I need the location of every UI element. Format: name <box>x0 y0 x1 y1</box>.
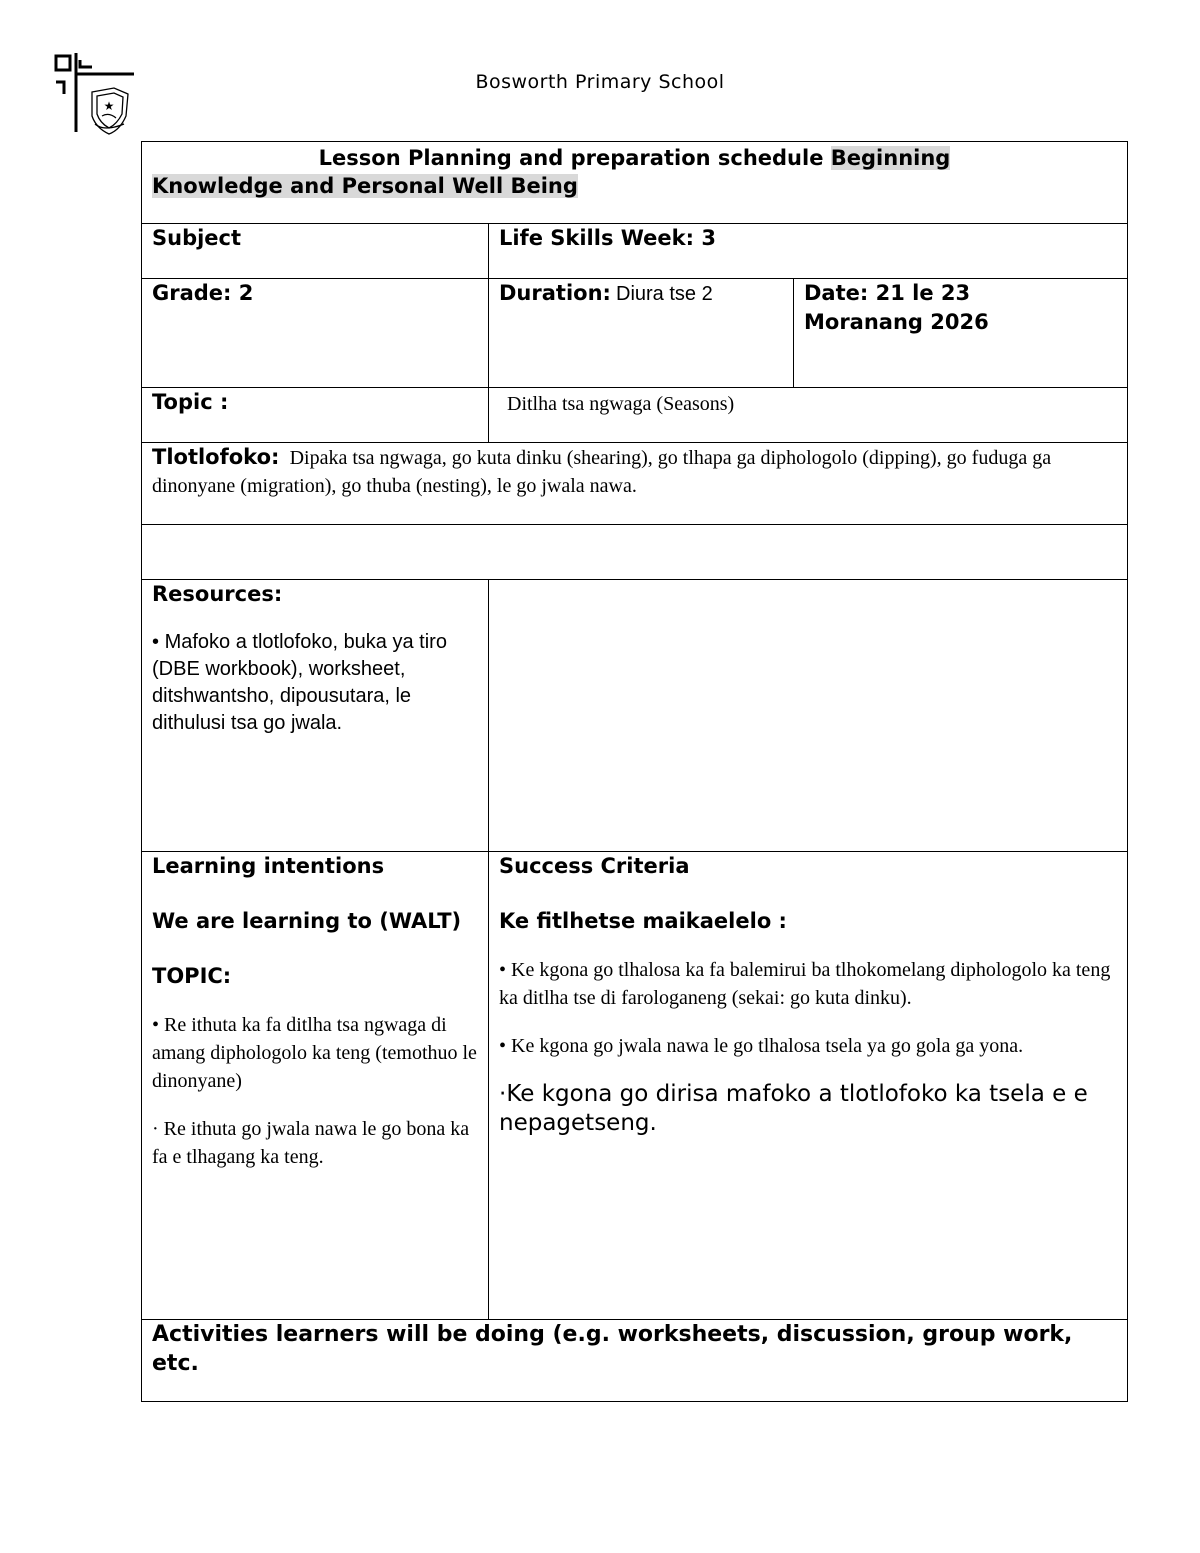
success-criteria-item: ·Ke kgona go dirisa mafoko a tlotlofoko ka tsela e e nepagetseng. <box>499 1081 1088 1136</box>
bullet-icon: • <box>499 959 507 981</box>
date-line-1: Date: 21 le 23 <box>804 281 971 305</box>
subject-value: Life Skills Week: 3 <box>489 224 1128 279</box>
learning-intentions-cell <box>142 852 489 1320</box>
bullet-icon: • <box>152 1014 160 1036</box>
subject-label: Subject <box>142 224 489 279</box>
plan-title-highlight-2: Knowledge and Personal Well Being <box>152 174 578 198</box>
date-line-2: Moranang 2026 <box>804 310 989 334</box>
svg-text:★: ★ <box>103 99 115 113</box>
vocabulary-value: Dipaka tsa ngwaga, go kuta dinku (shearing), go tlhapa ga diphologolo (dipping), go fuduga ga dinonyane (migration), go thuba (nesting), le go jwala nawa. <box>152 447 1052 497</box>
learning-intentions-heading: Learning intentions <box>152 854 385 878</box>
school-logo-icon <box>52 50 136 136</box>
resources-cell <box>142 580 489 852</box>
walt-heading: We are learning to (WALT) <box>152 909 462 933</box>
topic-label: Topic : <box>142 388 489 443</box>
topic-heading: TOPIC: <box>152 964 232 988</box>
learning-intention-item: · Re ithuta go jwala nawa le go bona ka fa e tlhagang ka teng. <box>152 1118 470 1168</box>
lesson-plan-table <box>141 141 1128 1402</box>
bullet-icon: · <box>499 1081 507 1107</box>
bullet-icon: · <box>152 1118 159 1140</box>
success-criteria-item: • Ke kgona go jwala nawa le go tlhalosa tsela ya go gola ga yona. <box>499 1035 1024 1057</box>
grade-cell: Grade: 2 <box>142 279 489 388</box>
plan-title-highlight-1: Beginning <box>830 146 951 170</box>
plan-title <box>142 142 1128 224</box>
duration-label: Duration: <box>499 281 611 305</box>
date-cell <box>794 279 1128 388</box>
learning-intention-item: • Re ithuta ka fa ditlha tsa ngwaga di amang diphologolo ka teng (temothuo le dinonyane) <box>152 1014 477 1092</box>
plan-title-text: Lesson Planning and preparation schedule <box>318 146 824 170</box>
empty-row <box>142 525 1128 580</box>
vocabulary-cell <box>142 443 1128 525</box>
bullet-icon: • <box>499 1035 507 1057</box>
duration-value: Diura tse 2 <box>616 283 713 305</box>
success-criteria-cell <box>489 852 1128 1320</box>
success-criteria-subheading: Ke fitlhetse maikaelelo : <box>499 909 787 933</box>
topic-value: Ditlha tsa ngwaga (Seasons) <box>489 388 1128 443</box>
school-name: Bosworth Primary School <box>475 71 725 93</box>
activities-cell: Activities learners will be doing (e.g. worksheets, discussion, group work, etc. <box>142 1320 1128 1402</box>
duration-cell <box>489 279 794 388</box>
success-criteria-item: • Ke kgona go tlhalosa ka fa balemirui ba tlhokomelang diphologolo ka teng ka ditlha tse di farologaneng (sekai: go kuta dinku). <box>499 959 1111 1009</box>
success-criteria-heading: Success Criteria <box>499 854 690 878</box>
bullet-icon: • <box>152 631 160 653</box>
resources-item: • Mafoko a tlotlofoko, buka ya tiro (DBE workbook), worksheet, ditshwantsho, dipousutara, le dithulusi tsa go jwala. <box>152 631 447 734</box>
vocabulary-label: Tlotlofoko: <box>152 445 280 469</box>
resources-empty-cell <box>489 580 1128 852</box>
resources-label: Resources: <box>152 582 283 606</box>
